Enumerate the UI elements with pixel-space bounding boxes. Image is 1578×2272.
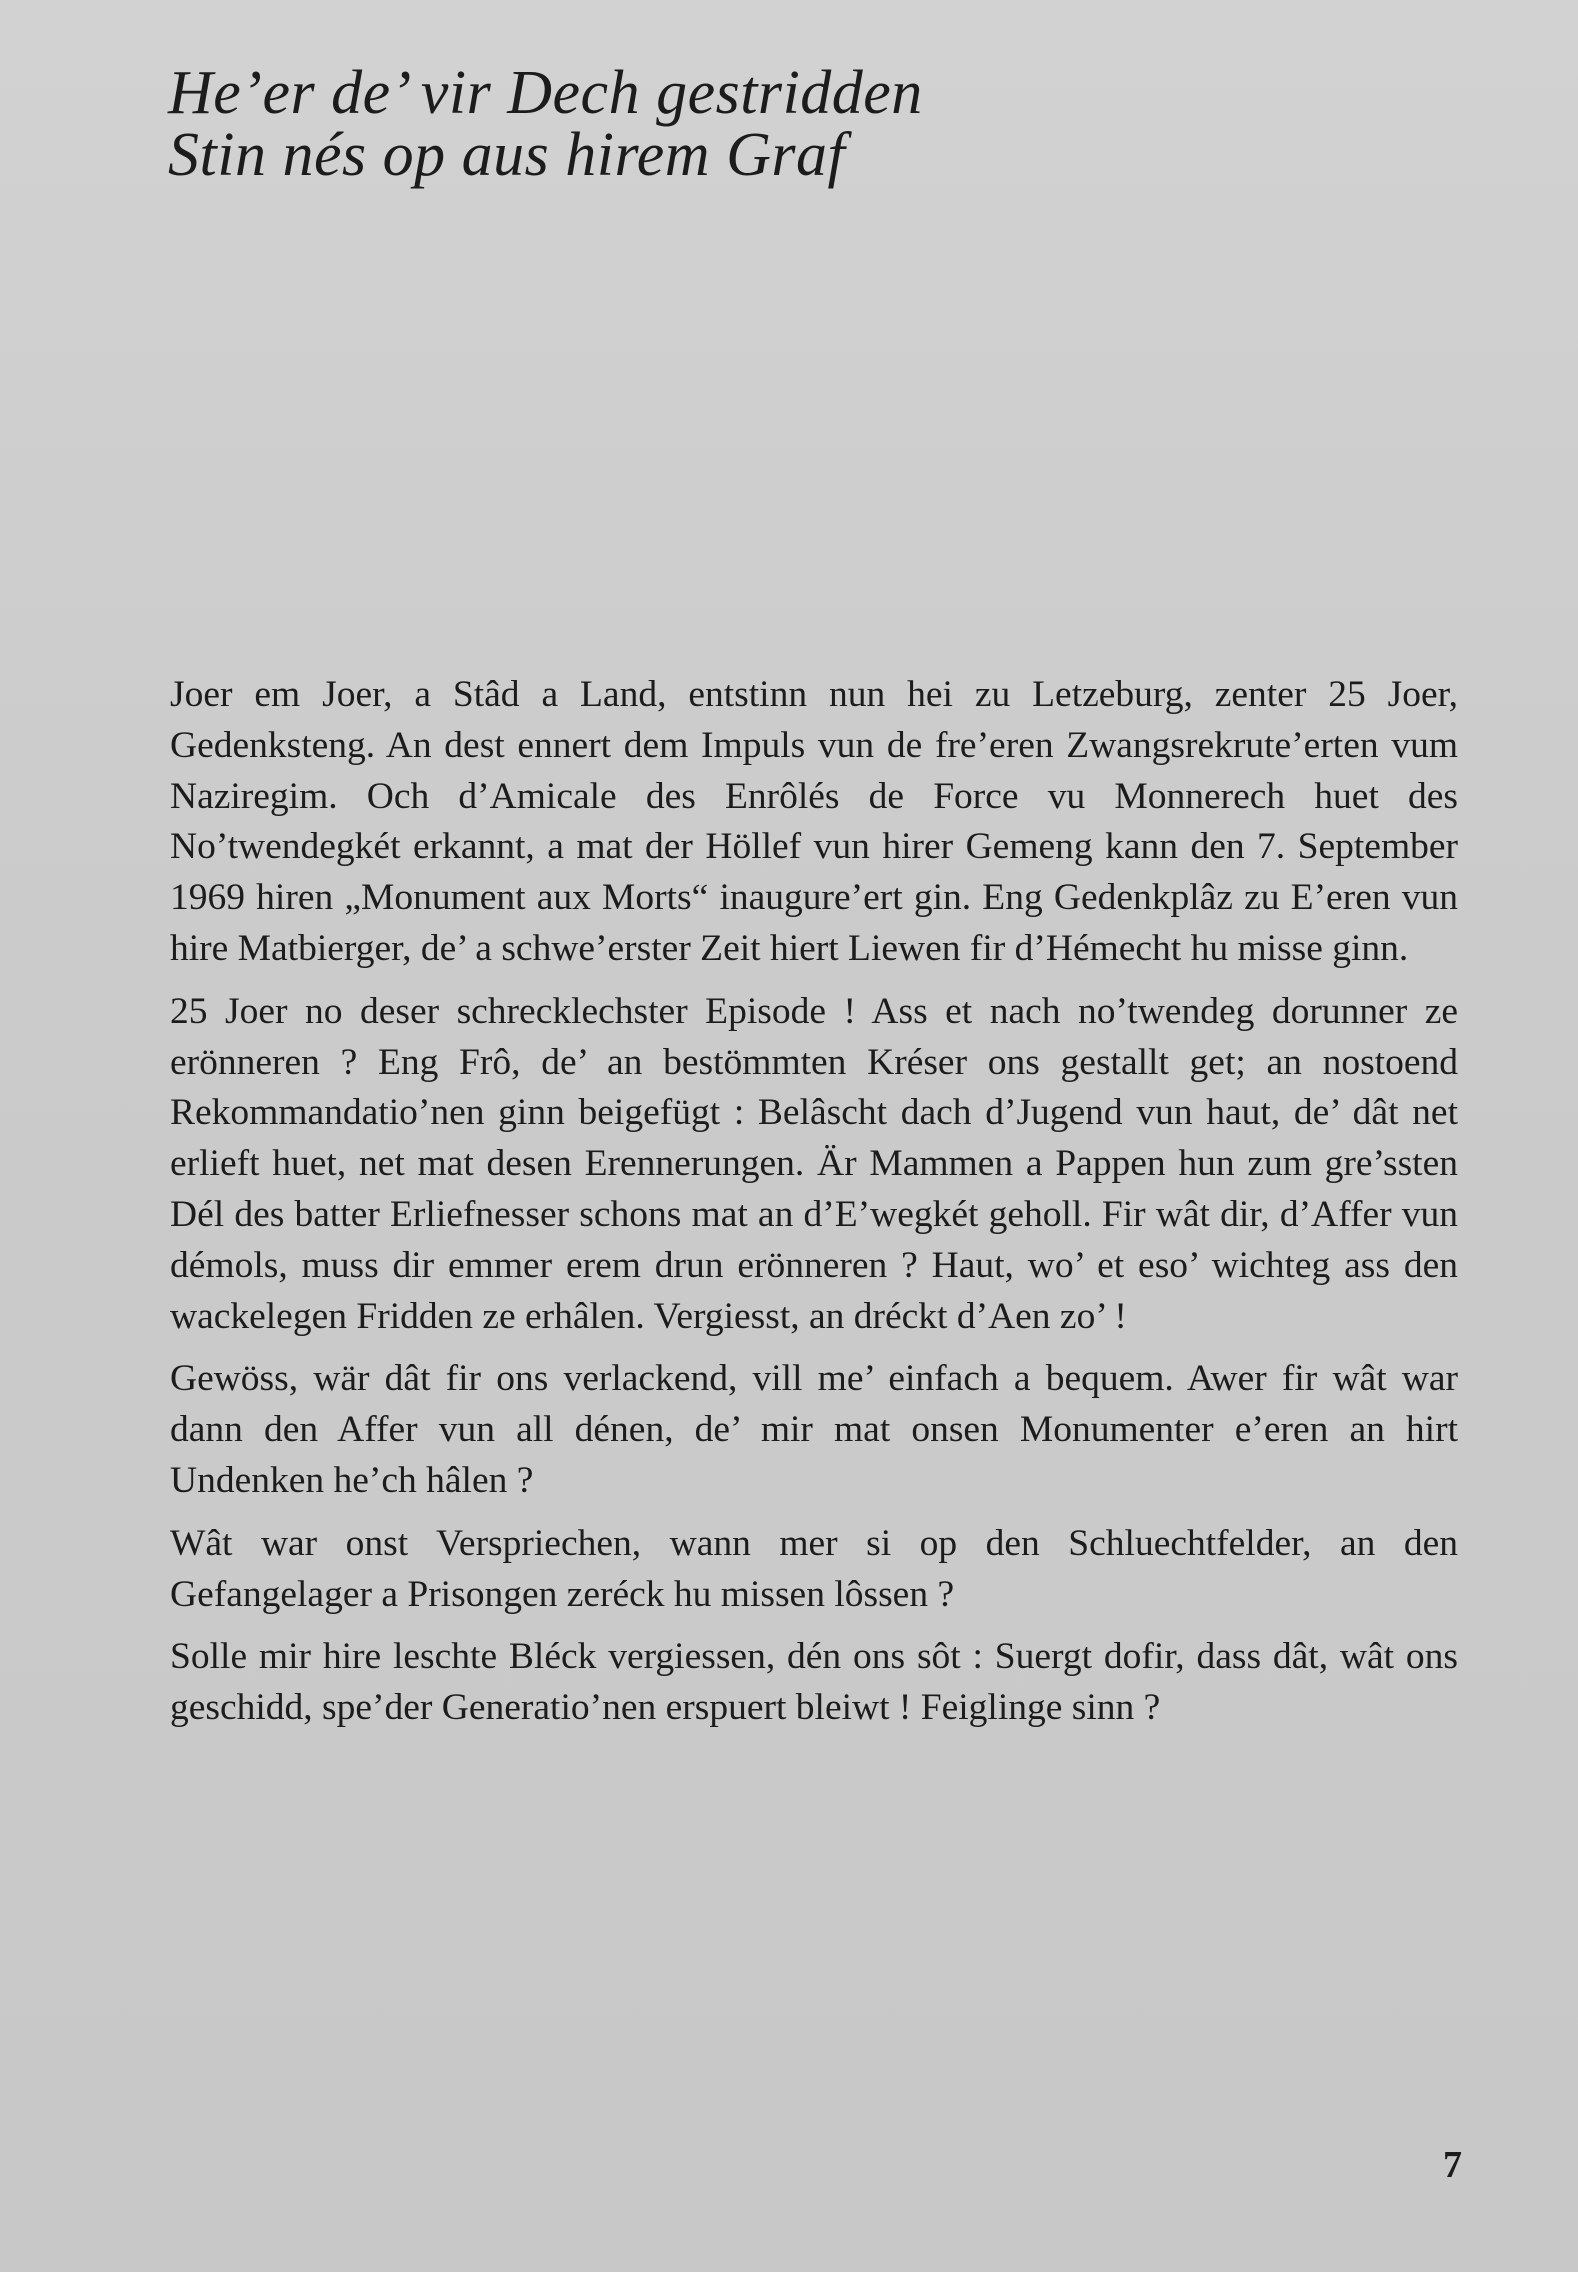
paragraph-5: Solle mir hire leschte Bléck vergiessen, dén ons sôt : Suergt dofir, dass dât, wât ons geschidd, spe’der Generatio’nen erspuert bleiwt ! Feiglinge sinn ? xyxy=(170,1636,1458,1729)
paragraph-3: Gewöss, wär dât fir ons verlackend, vill me’ einfach a bequem. Awer fir wât war dann den Affer vun all dénen, de’ mir mat onsen Monumenter e’eren an hirt Undenken he’ch hâlen ? xyxy=(170,1358,1458,1501)
page-title xyxy=(168,59,1068,189)
paragraph-1: Joer em Joer, a Stâd a Land, entstinn nun hei zu Letzeburg, zenter 25 Joer, Gedenksteng. An dest ennert dem Impuls vun de fre’eren Zwangsrekrute’erten vum Naziregim. Och d’Amicale des Enrôlés de Force vu Monnerech huet des No’twendegkét erkannt, a mat der Höllef vun hirer Gemeng kann den 7. September 1969 hiren „Monument aux Morts“ inaugure’ert gin. Eng Gedenkplâz zu E’eren vun hire Matbierger, de’ a schwe’erster Zeit hiert Liewen fir d’Hémecht hu misse ginn. xyxy=(170,674,1458,969)
body-text xyxy=(170,670,1458,1746)
page-number: 7 xyxy=(1443,2144,1462,2186)
paragraph-2: 25 Joer no deser schrecklechster Episode ! Ass et nach no’twendeg dorunner ze erönneren ? Eng Frô, de’ an bestömmten Kréser ons gestallt get; an nostoend Rekommandatio’nen ginn beigefügt : Belâscht dach d’Jugend vun haut, de’ dât net erlieft huet, net mat desen Erennerungen. Är Mammen a Pappen hun zum gre’ssten Dél des batter Erliefnesser schons mat an d’E’wegkét geholl. Fir wât dir, d’Affer vun démols, muss dir emmer erem drun erönneren ? Haut, wo’ et eso’ wichteg ass den wackelegen Fridden ze erhâlen. Vergiesst, an dréckt d’Aen zo’ ! xyxy=(170,990,1458,1337)
title-line-1: He’er de’ vir Dech gestridden xyxy=(168,59,923,127)
paragraph-4: Wât war onst Verspriechen, wann mer si op den Schluechtfelder, an den Gefangelager a Prisongen zeréck hu missen lôssen ? xyxy=(170,1522,1458,1615)
title-line-2: Stin nés op aus hirem Graf xyxy=(168,121,846,189)
